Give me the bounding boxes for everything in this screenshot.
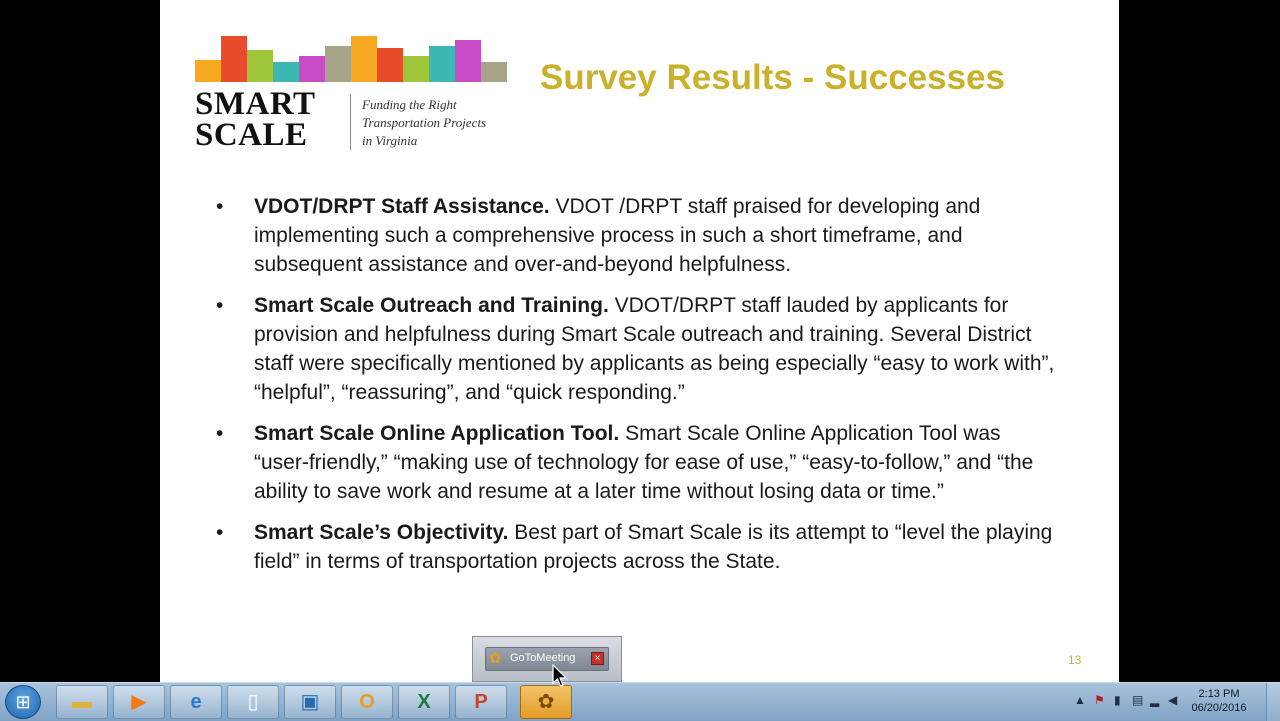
- windows-logo-icon: ⊞: [15, 692, 31, 712]
- bullet-item: [212, 518, 1057, 576]
- taskbar-powerpoint[interactable]: [455, 685, 507, 719]
- logo-tagline-line1: Funding the Right: [362, 97, 457, 112]
- bullet-text: Best part of Smart Scale is its attempt to “level the playing field” in terms of transportation projects across the State.: [254, 521, 1053, 573]
- show-desktop-button[interactable]: [1266, 683, 1280, 721]
- battery-icon[interactable]: ▮: [1114, 693, 1121, 707]
- windows-taskbar: [0, 682, 1280, 721]
- folder-icon: ▬: [72, 691, 92, 713]
- gotomeeting-preview-label: GoToMeeting: [510, 652, 576, 664]
- network-signal-icon[interactable]: ▂: [1150, 693, 1160, 707]
- gotomeeting-preview-button[interactable]: [485, 647, 609, 671]
- bullet-text: VDOT/DRPT staff lauded by applicants for provision and helpfulness during Smart Scale outreach and training. Several District staff were specifically mentioned by applicants as being especially “easy to work with”, “helpful”, “reassuring”, and “quick responding.”: [254, 294, 1055, 404]
- taskbar-file-explorer[interactable]: [56, 685, 108, 719]
- logo-color-bar: [377, 48, 403, 82]
- excel-icon: X: [417, 691, 431, 713]
- smart-scale-logo: [194, 36, 510, 156]
- taskbar-remote-desktop[interactable]: [284, 685, 336, 719]
- bullet-text: Smart Scale Online Application Tool was “user-friendly,” “making use of technology for ease of use,” “easy-to-follow,” and “the ability to save work and resume at a later time without losing data or time.”: [254, 422, 1034, 503]
- media-player-icon: ▶: [131, 691, 147, 713]
- bullet-heading: Smart Scale’s Objectivity.: [254, 521, 509, 544]
- clock-date: 06/20/2016: [1191, 702, 1247, 714]
- logo-wordmark-line1: SMART: [195, 86, 316, 122]
- taskbar-outlook[interactable]: [341, 685, 393, 719]
- presentation-slide: [160, 0, 1119, 682]
- taskbar-media-player[interactable]: [113, 685, 165, 719]
- logo-wordmark: [195, 86, 316, 153]
- gotomeeting-flower-icon: ✿: [537, 691, 555, 713]
- bullet-text: VDOT /DRPT staff praised for developing and implementing such a comprehensive process in such a short timeframe, and subsequent assistance and over-and-beyond helpfulness.: [254, 195, 981, 276]
- bullet-dot: •: [216, 294, 224, 317]
- logo-color-bars: [194, 36, 508, 82]
- logo-color-bar: [403, 56, 429, 82]
- logo-color-bar: [351, 36, 377, 82]
- logo-color-bar: [299, 56, 325, 82]
- action-center-flag-icon[interactable]: ⚑: [1094, 693, 1105, 707]
- taskbar-clock[interactable]: [1180, 687, 1258, 715]
- ie-icon: e: [190, 691, 202, 713]
- volume-icon[interactable]: ◀: [1168, 693, 1178, 707]
- remote-desktop-icon: ▣: [300, 691, 320, 713]
- network-icon[interactable]: ▤: [1132, 693, 1144, 707]
- logo-color-bar: [481, 62, 507, 82]
- logo-wordmark-line2: SCALE: [195, 117, 308, 153]
- slide-title: Survey Results - Successes: [540, 58, 1005, 97]
- bullet-heading: Smart Scale Online Application Tool.: [254, 422, 620, 445]
- powerpoint-icon: P: [474, 691, 488, 713]
- bullet-item: [212, 419, 1057, 506]
- logo-tagline-line2: Transportation Projects: [362, 115, 487, 130]
- gotomeeting-flower-icon: ✿: [489, 650, 502, 667]
- slide-number: 13: [1068, 653, 1082, 667]
- logo-color-bar: [195, 60, 221, 82]
- bullet-list: [212, 192, 1057, 576]
- document-icon: ▯: [247, 691, 259, 713]
- taskbar-blank-document[interactable]: [227, 685, 279, 719]
- logo-color-bar: [429, 46, 455, 82]
- bullet-item: [212, 291, 1057, 407]
- logo-color-bar: [455, 40, 481, 82]
- logo-tagline: [362, 96, 486, 150]
- logo-color-bar: [273, 62, 299, 82]
- bullet-dot: •: [216, 422, 224, 445]
- logo-color-bar: [325, 46, 351, 82]
- clock-time: 2:13 PM: [1198, 688, 1240, 700]
- mouse-cursor-icon: [552, 664, 568, 688]
- logo-color-bar: [247, 50, 273, 82]
- bullet-heading: Smart Scale Outreach and Training.: [254, 294, 609, 317]
- taskbar-excel[interactable]: [398, 685, 450, 719]
- show-hidden-icons-icon[interactable]: ▲: [1074, 693, 1086, 707]
- bullet-dot: •: [216, 195, 224, 218]
- taskbar-gotomeeting[interactable]: [520, 685, 572, 719]
- gotomeeting-taskbar-preview[interactable]: [472, 636, 622, 682]
- logo-divider: [350, 94, 351, 150]
- logo-tagline-line3: in Virginia: [362, 133, 418, 148]
- bullet-heading: VDOT/DRPT Staff Assistance.: [254, 195, 550, 218]
- bullet-item: [212, 192, 1057, 279]
- bullet-dot: •: [216, 521, 224, 544]
- close-icon[interactable]: ×: [591, 652, 604, 665]
- start-button[interactable]: [5, 685, 41, 719]
- outlook-icon: O: [359, 691, 375, 713]
- logo-color-bar: [221, 36, 247, 82]
- taskbar-internet-explorer[interactable]: [170, 685, 222, 719]
